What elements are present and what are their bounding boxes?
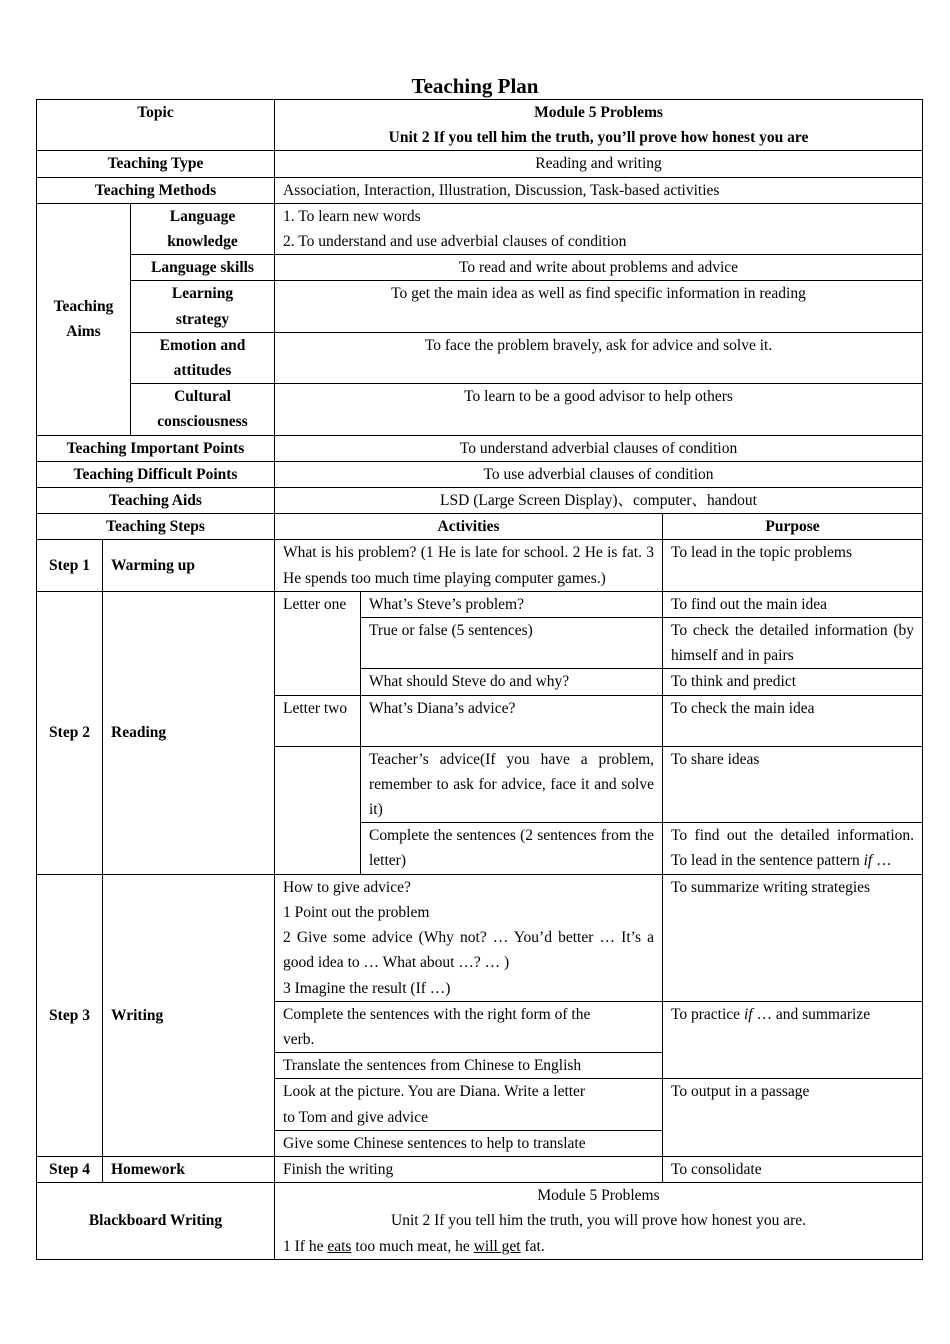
important-points-row (37, 435, 923, 461)
step2-name: Reading (103, 591, 275, 874)
aim-value-line1: 1. To learn new words (283, 207, 421, 225)
step2-purpose: To check the main idea (663, 695, 923, 746)
blackboard-text: fat. (520, 1237, 545, 1255)
steps-header-row (37, 514, 923, 540)
blackboard-content (275, 1183, 923, 1260)
step2-label: Step 2 (37, 591, 103, 874)
topic-module: Module 5 Problems (534, 104, 663, 121)
step2-purpose: To share ideas (663, 746, 923, 823)
activity-line: Complete the sentences with the right form of the (283, 1005, 591, 1023)
purpose-text: … (872, 852, 892, 870)
purpose-emphasis: if (743, 1005, 753, 1023)
aim-value: To read and write about problems and advice (275, 255, 923, 281)
step3-purpose: To summarize writing strategies (663, 874, 923, 1001)
aim-name (131, 203, 275, 254)
step1-activity: What is his problem? (1 He is late for school. 2 He is fat. 3 He spends too much time playing computer games.) (275, 540, 663, 591)
teaching-plan-table (36, 99, 923, 1260)
blackboard-line (283, 1234, 914, 1259)
teaching-methods-value: Association, Interaction, Illustration, Discussion, Task-based activities (275, 177, 923, 203)
activities-header: Activities (275, 514, 663, 540)
blackboard-label: Blackboard Writing (37, 1183, 275, 1260)
advice-line: 2 Give some advice (Why not? … You’d better … It’s a good idea to … What about …? … ) (283, 929, 654, 972)
difficult-points-label: Teaching Difficult Points (37, 461, 275, 487)
blackboard-underlined: eats (327, 1237, 352, 1255)
purpose-line (671, 848, 914, 873)
step3-name: Writing (103, 874, 275, 1156)
step2-purpose (663, 823, 923, 874)
aim-name-line2: strategy (175, 310, 230, 328)
blackboard-text: 1 If he (283, 1237, 328, 1255)
aim-value: To face the problem bravely, ask for advice and solve it. (275, 332, 923, 383)
topic-label: Topic (37, 100, 275, 151)
step3-chinese-activity: Give some Chinese sentences to help to translate (275, 1130, 663, 1156)
topic-row (37, 100, 923, 151)
aim-name-line2: consciousness (157, 413, 248, 431)
step2-activity: What should Steve do and why? (361, 669, 663, 695)
step2-purpose: To find out the main idea (663, 591, 923, 617)
step2-activity: What’s Steve’s problem? (361, 591, 663, 617)
blackboard-row (37, 1183, 923, 1260)
teaching-aids-label: Teaching Aids (37, 488, 275, 514)
advice-line: 3 Imagine the result (If …) (283, 979, 451, 997)
activity-line: to Tom and give advice (283, 1108, 428, 1126)
aim-name-line1: Emotion and (159, 336, 246, 354)
aim-row (37, 203, 923, 254)
aim-value (275, 203, 923, 254)
aim-name: Language skills (131, 255, 275, 281)
aim-row (37, 332, 923, 383)
teaching-type-row (37, 151, 923, 177)
aim-name-line1: Cultural (174, 388, 231, 406)
letter-two-label: Letter two (275, 695, 361, 746)
aim-name (131, 384, 275, 435)
aim-name-line1: Language (169, 207, 236, 225)
purpose-line: To find out the detailed information. (671, 827, 915, 845)
blackboard-underlined: will get (473, 1237, 521, 1255)
aim-name-line2: knowledge (167, 233, 238, 251)
step3-translate-activity: Translate the sentences from Chinese to English (275, 1053, 663, 1079)
important-points-value: To understand adverbial clauses of condition (275, 435, 923, 461)
step2-activity: True or false (5 sentences) (361, 618, 663, 669)
purpose-text: To practice (671, 1005, 744, 1023)
step3-output-purpose: To output in a passage (663, 1079, 923, 1157)
purpose-header: Purpose (663, 514, 923, 540)
step2-row (37, 591, 923, 617)
step1-row (37, 540, 923, 591)
aim-name (131, 281, 275, 332)
step2-activity: Complete the sentences (2 sentences from the letter) (361, 823, 663, 874)
step3-row (37, 874, 923, 1001)
difficult-points-row (37, 461, 923, 487)
step3-advice-activity (275, 874, 663, 1001)
step3-picture-activity (275, 1079, 663, 1130)
topic-value (275, 100, 923, 151)
aim-name-line1: Learning (171, 285, 234, 303)
teaching-aids-row (37, 488, 923, 514)
step4-name: Homework (103, 1156, 275, 1182)
step3-complete-activity (275, 1001, 663, 1052)
step2-purpose: To check the detailed information (by himself and in pairs (663, 618, 923, 669)
step4-label: Step 4 (37, 1156, 103, 1182)
blackboard-line: Module 5 Problems (537, 1187, 660, 1205)
teaching-aids-value: LSD (Large Screen Display)、computer、handout (275, 488, 923, 514)
important-points-label: Teaching Important Points (37, 435, 275, 461)
letter-two-continuation (275, 746, 361, 874)
step4-row (37, 1156, 923, 1182)
teaching-type-label: Teaching Type (37, 151, 275, 177)
step3-label: Step 3 (37, 874, 103, 1156)
purpose-emphasis: if (863, 852, 873, 870)
step2-activity: What’s Diana’s advice? (361, 695, 663, 746)
steps-header: Teaching Steps (37, 514, 275, 540)
advice-line: How to give advice? (283, 878, 411, 896)
teaching-type-value: Reading and writing (275, 151, 923, 177)
teaching-aims-label-line1: Teaching (53, 298, 114, 316)
aim-name (131, 332, 275, 383)
step1-name: Warming up (103, 540, 275, 591)
aim-row (37, 281, 923, 332)
step2-purpose: To think and predict (663, 669, 923, 695)
aim-row (37, 255, 923, 281)
step4-activity: Finish the writing (275, 1156, 663, 1182)
aim-name-line2: attitudes (173, 362, 232, 380)
aim-row (37, 384, 923, 435)
aim-value: To get the main idea as well as find specific information in reading (275, 281, 923, 332)
step1-purpose: To lead in the topic problems (663, 540, 923, 591)
teaching-methods-label: Teaching Methods (37, 177, 275, 203)
step3-practice-purpose (663, 1001, 923, 1079)
blackboard-text: too much meat, he (351, 1237, 474, 1255)
document-title: Teaching Plan (411, 74, 539, 98)
aim-value-line2: 2. To understand and use adverbial clauses of condition (283, 233, 627, 251)
purpose-text: … and summarize (752, 1005, 871, 1023)
difficult-points-value: To use adverbial clauses of condition (275, 461, 923, 487)
step2-activity: Teacher’s advice(If you have a problem, remember to ask for advice, face it and solve it) (361, 746, 663, 823)
step4-purpose: To consolidate (663, 1156, 923, 1182)
activity-line: verb. (283, 1030, 315, 1048)
advice-line: 1 Point out the problem (283, 903, 430, 921)
letter-one-label: Letter one (275, 591, 361, 695)
teaching-aims-label-line2: Aims (66, 323, 101, 341)
aim-value: To learn to be a good advisor to help others (275, 384, 923, 435)
activity-line: Look at the picture. You are Diana. Write a letter (283, 1083, 586, 1101)
teaching-methods-row (37, 177, 923, 203)
topic-unit: Unit 2 If you tell him the truth, you’ll prove how honest you are (388, 129, 809, 147)
purpose-text: To lead in the sentence pattern (671, 852, 860, 870)
blackboard-line: Unit 2 If you tell him the truth, you will prove how honest you are. (391, 1212, 807, 1230)
teaching-aims-label (37, 203, 131, 435)
step1-label: Step 1 (37, 540, 103, 591)
